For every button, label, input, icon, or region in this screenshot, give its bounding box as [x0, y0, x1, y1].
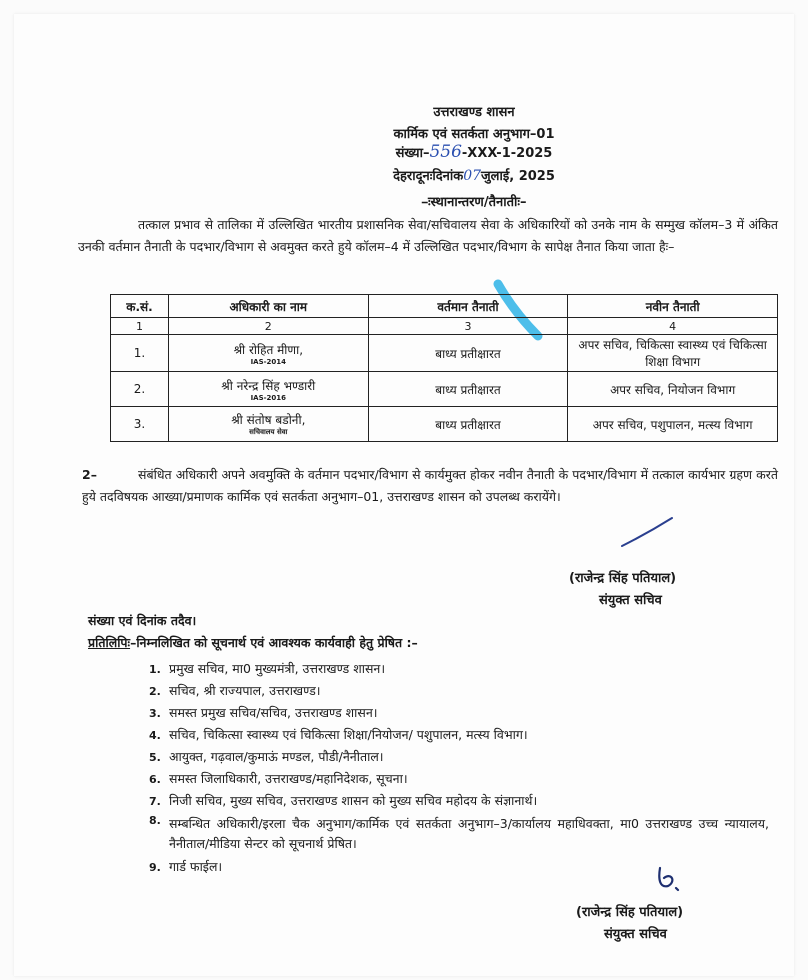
col-number: 3 — [368, 318, 568, 335]
cell-sno: 2. — [111, 372, 169, 407]
cell-officer — [168, 407, 368, 442]
list-item: 5. आयुक्त, गढ़वाल/कुमाऊं मण्डल, पौडी/नैनीताल। — [149, 749, 384, 764]
order-date-suffix: जुलाई, 2025 — [481, 169, 555, 184]
cell-sno: 3. — [111, 407, 169, 442]
copy-list — [149, 660, 769, 880]
cell-current-posting: बाध्य प्रतीक्षारत — [368, 335, 568, 372]
signatory-designation-1: संयुक्त सचिव — [599, 593, 662, 608]
cell-new-posting: अपर सचिव, नियोजन विभाग — [568, 372, 778, 407]
order-date-handwritten: 07 — [463, 168, 482, 184]
list-item: 3. समस्त प्रमुख सचिव/सचिव, उत्तराखण्ड शासन। — [149, 705, 378, 720]
cell-sno: 1. — [111, 335, 169, 372]
document-page — [14, 14, 794, 976]
list-item: 7. निजी सचिव, मुख्य सचिव, उत्तराखण्ड शासन को मुख्य सचिव महोदय के संज्ञानार्थ। — [149, 793, 538, 808]
col-number: 4 — [568, 318, 778, 335]
copy-to-label: प्रतिलिपिः — [88, 635, 131, 650]
copy-to-text: –निम्नलिखित को सूचनार्थ एवं आवश्यक कार्यवाही हेतु प्रेषित :– — [130, 635, 418, 650]
signature-stroke — [618, 514, 678, 554]
cell-officer — [168, 335, 368, 372]
officer-name: श्री संतोष बडोनी, — [231, 413, 306, 427]
officer-name: श्री नरेन्द्र सिंह भण्डारी — [221, 378, 316, 393]
officer-service: IAS-2014 — [250, 357, 287, 366]
col-number: 1 — [111, 318, 169, 335]
transfer-table — [110, 294, 778, 442]
officer-service: IAS-2016 — [250, 393, 287, 402]
order-number — [304, 142, 644, 162]
paragraph-2 — [82, 464, 778, 508]
cell-new-posting: अपर सचिव, पशुपालन, मत्स्य विभाग — [568, 407, 778, 442]
order-number-handwritten: 556 — [429, 142, 462, 162]
cell-current-posting: बाध्य प्रतीक्षारत — [368, 372, 568, 407]
order-date-prefix: देहरादूनःदिनांक — [393, 169, 464, 184]
col-header-sno: क.सं. — [111, 295, 169, 318]
subject-line: –ःस्थानान्तरण/तैनातीः– — [421, 195, 527, 210]
list-item: 9. गार्ड फाईल। — [149, 859, 223, 874]
cell-officer — [168, 372, 368, 407]
list-item: 2. सचिव, श्री राज्यपाल, उत्तराखण्ड। — [149, 683, 321, 698]
paragraph-2-text: संबंधित अधिकारी अपने अवमुक्ति के वर्तमान पदभार/विभाग से कार्यमुक्त होकर नवीन तैनाती के पदभार/विभाग में तत्काल कार्यभार ग्रहण करते हुये तदविषयक आख्या/प्रमाणक कार्मिक एवं सतर्कता अनुभाग–01, उत्तराखण्ड शासन को उपलब्ध करायेंगे। — [82, 467, 778, 504]
list-item: 1. प्रमुख सचिव, मा0 मुख्यमंत्री, उत्तराखण्ड शासन। — [149, 661, 386, 676]
table-row — [111, 335, 778, 372]
officer-name: श्री रोहित मीणा, — [233, 342, 304, 357]
cell-new-posting: अपर सचिव, चिकित्सा स्वास्थ्य एवं चिकित्सा शिक्षा विभाग — [568, 335, 778, 372]
signatory-designation-2: संयुक्त सचिव — [604, 927, 667, 942]
col-header-name: अधिकारी का नाम — [168, 295, 368, 318]
intro-paragraph: तत्काल प्रभाव से तालिका में उल्लिखित भारतीय प्रशासनिक सेवा/सचिवालय सेवा के अधिकारियों को उनके नाम के सम्मुख कॉलम–3 में अंकित उनकी वर्तमान तैनाती के पदभार/विभाग से अवमुक्त करते हुये कॉलम–4 में उल्लिखित पदभार/विभाग के सापेक्ष तैनात किया जाता हैः– — [78, 217, 778, 254]
cell-current-posting: बाध्य प्रतीक्षारत — [368, 407, 568, 442]
govt-title: उत्तराखण्ड शासन — [433, 105, 515, 120]
order-date — [304, 166, 644, 184]
signatory-name-1: (राजेन्द्र सिंह पतियाल) — [569, 571, 677, 586]
col-number: 2 — [168, 318, 368, 335]
list-item: 6. समस्त जिलाधिकारी, उत्तराखण्ड/महानिदेशक, सूचना। — [149, 771, 408, 786]
table-row — [111, 372, 778, 407]
order-number-prefix: संख्या– — [395, 146, 430, 161]
department-title: कार्मिक एवं सतर्कता अनुभाग–01 — [393, 127, 555, 142]
copy-to-line — [88, 634, 418, 651]
list-item: 8. सम्बन्धित अधिकारी/इरला चैक अनुभाग/कार्मिक एवं सतर्कता अनुभाग–3/कार्यालय महाधिवक्ता, मा0 उत्तराखण्ड उच्च न्यायालय, नैनीताल/मीडिया सेन्टर को सूचनार्थ प्रेषित। — [149, 814, 769, 851]
initials-signature — [650, 860, 690, 900]
col-header-new: नवीन तैनाती — [568, 295, 778, 318]
col-header-current: वर्तमान तैनाती — [368, 295, 568, 318]
officer-service: सचिवालय सेवा — [249, 428, 288, 436]
column-number-row — [111, 318, 778, 335]
paragraph-2-number: 2– — [82, 467, 97, 482]
order-number-suffix: -XXX-1-2025 — [461, 146, 553, 161]
table-row — [111, 407, 778, 442]
table-header-row — [111, 295, 778, 318]
number-date-line: संख्या एवं दिनांक तदैव। — [88, 613, 197, 628]
signatory-name-2: (राजेन्द्र सिंह पतियाल) — [576, 905, 684, 920]
list-item: 4. सचिव, चिकित्सा स्वास्थ्य एवं चिकित्सा शिक्षा/नियोजन/ पशुपालन, मत्स्य विभाग। — [149, 727, 528, 742]
